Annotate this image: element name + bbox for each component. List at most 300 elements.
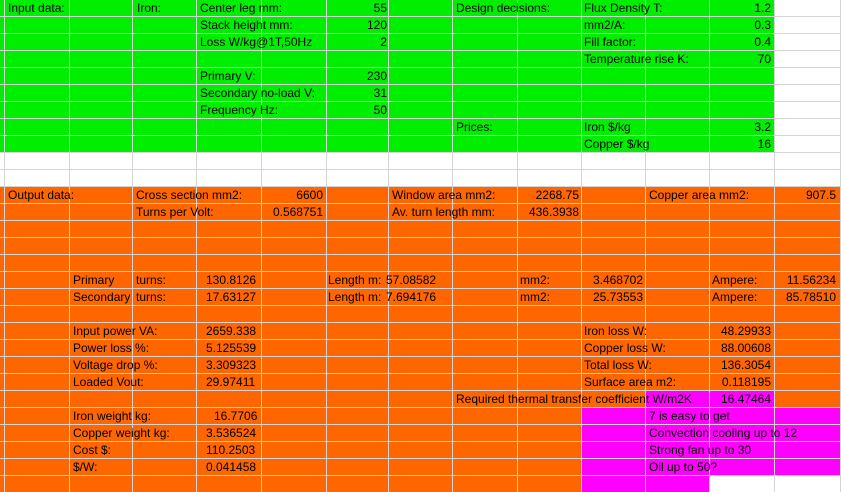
copper-area-value[interactable]: 907.5 <box>805 188 836 202</box>
output-block-cell[interactable] <box>262 221 327 238</box>
secondary-turns-label[interactable]: turns: <box>136 290 167 304</box>
output-block-cell[interactable] <box>70 306 133 323</box>
output-block-cell[interactable] <box>5 323 70 340</box>
output-block-cell[interactable] <box>518 459 582 476</box>
empty-cell[interactable] <box>327 170 389 187</box>
output-block-cell[interactable] <box>327 306 389 323</box>
output-block-cell[interactable] <box>518 340 582 357</box>
output-block-cell[interactable] <box>262 340 327 357</box>
empty-cell[interactable] <box>389 153 453 170</box>
input-block-cell[interactable] <box>70 34 133 51</box>
output-block-cell[interactable] <box>133 476 197 492</box>
note-fan[interactable]: Strong fan up to 30 <box>649 443 752 457</box>
input-block-cell[interactable] <box>70 68 133 85</box>
input-block-cell[interactable] <box>710 85 775 102</box>
output-block-cell[interactable] <box>710 306 775 323</box>
input-block-cell[interactable] <box>453 34 518 51</box>
fill-factor-label[interactable]: Fill factor: <box>584 35 637 49</box>
input-block-cell[interactable] <box>197 119 262 136</box>
iron-loss-label[interactable]: Iron loss W: <box>584 324 648 338</box>
output-block-cell[interactable] <box>5 408 70 425</box>
secondary-voltage-label[interactable]: Secondary no-load V: <box>200 86 315 100</box>
output-block-cell[interactable] <box>389 391 453 408</box>
output-block-cell[interactable] <box>262 425 327 442</box>
window-area-value[interactable]: 2268.75 <box>535 188 579 202</box>
input-block-cell[interactable] <box>518 85 582 102</box>
thermal-coefficient-value[interactable]: 16.47464 <box>720 392 771 406</box>
copper-area-label[interactable]: Copper area mm2: <box>649 188 750 202</box>
empty-cell[interactable] <box>646 170 710 187</box>
output-block-cell[interactable] <box>5 374 70 391</box>
output-block-cell[interactable] <box>262 272 327 289</box>
output-block-cell[interactable] <box>453 272 518 289</box>
output-block-cell[interactable] <box>133 238 197 255</box>
input-block-cell[interactable] <box>197 51 262 68</box>
input-block-cell[interactable] <box>70 119 133 136</box>
input-block-cell[interactable] <box>5 85 70 102</box>
input-block-cell[interactable] <box>646 85 710 102</box>
output-block-cell[interactable] <box>262 374 327 391</box>
output-block-cell[interactable] <box>453 476 518 492</box>
output-block-cell[interactable] <box>775 255 841 272</box>
empty-cell[interactable] <box>5 153 70 170</box>
output-block-cell[interactable] <box>453 357 518 374</box>
mm2-per-amp-label[interactable]: mm2/A: <box>584 18 626 32</box>
iron-price-value[interactable]: 3.2 <box>754 120 771 134</box>
input-block-cell[interactable] <box>5 136 70 153</box>
output-block-cell[interactable] <box>262 408 327 425</box>
empty-cell[interactable] <box>775 170 841 187</box>
output-block-cell[interactable] <box>262 323 327 340</box>
output-block-cell[interactable] <box>518 221 582 238</box>
iron-loss-spec-label[interactable]: Loss W/kg@1T,50Hz <box>200 35 313 49</box>
empty-cell[interactable] <box>775 0 841 17</box>
input-block-cell[interactable] <box>389 85 453 102</box>
copper-loss-label[interactable]: Copper loss W: <box>584 341 666 355</box>
empty-cell[interactable] <box>197 170 262 187</box>
output-block-cell[interactable] <box>518 442 582 459</box>
copper-price-label[interactable]: Copper $/kg <box>584 137 650 151</box>
output-block-cell[interactable] <box>70 187 133 204</box>
output-block-cell[interactable] <box>646 238 710 255</box>
secondary-mm2-value[interactable]: 25.73553 <box>592 290 643 304</box>
turns-per-volt-label[interactable]: Turns per Volt: <box>136 205 214 219</box>
input-block-cell[interactable] <box>70 102 133 119</box>
output-block-cell[interactable] <box>582 221 646 238</box>
input-block-cell[interactable] <box>582 85 646 102</box>
output-block-cell[interactable] <box>775 221 841 238</box>
input-block-cell[interactable] <box>70 17 133 34</box>
output-block-cell[interactable] <box>775 238 841 255</box>
input-block-cell[interactable] <box>133 17 197 34</box>
output-block-cell[interactable] <box>327 221 389 238</box>
empty-cell[interactable] <box>389 170 453 187</box>
empty-cell[interactable] <box>327 153 389 170</box>
output-block-cell[interactable] <box>327 391 389 408</box>
empty-cell[interactable] <box>710 153 775 170</box>
input-block-cell[interactable] <box>518 68 582 85</box>
flux-density-label[interactable]: Flux Density T: <box>584 1 663 15</box>
input-block-cell[interactable] <box>70 85 133 102</box>
surface-area-value[interactable]: 0.118195 <box>721 375 771 389</box>
secondary-ampere-label[interactable]: Ampere: <box>712 290 758 304</box>
input-block-cell[interactable] <box>389 51 453 68</box>
secondary-turns-value[interactable]: 17.63127 <box>206 290 257 304</box>
primary-voltage-label[interactable]: Primary V: <box>200 69 256 83</box>
voltage-drop-label[interactable]: Voltage drop %: <box>73 358 158 372</box>
input-block-cell[interactable] <box>646 102 710 119</box>
input-power-value[interactable]: 2659.338 <box>206 324 257 338</box>
input-block-cell[interactable] <box>262 51 327 68</box>
cost-label[interactable]: Cost $: <box>73 443 112 457</box>
input-block-cell[interactable] <box>133 85 197 102</box>
primary-length-value[interactable]: 57.08582 <box>386 273 437 287</box>
output-block-cell[interactable] <box>518 306 582 323</box>
copper-loss-value[interactable]: 88.00608 <box>720 341 771 355</box>
output-block-cell[interactable] <box>262 391 327 408</box>
output-block-cell[interactable] <box>453 425 518 442</box>
empty-cell[interactable] <box>775 136 841 153</box>
output-block-cell[interactable] <box>518 408 582 425</box>
empty-cell[interactable] <box>582 170 646 187</box>
output-block-cell[interactable] <box>453 323 518 340</box>
notes-block-cell[interactable] <box>582 442 646 459</box>
output-data-label[interactable]: Output data: <box>8 188 75 202</box>
output-block-cell[interactable] <box>453 255 518 272</box>
cost-value[interactable]: 110.2503 <box>206 443 256 457</box>
secondary-ampere-value[interactable]: 85.78510 <box>785 290 836 304</box>
input-block-cell[interactable] <box>453 68 518 85</box>
output-block-cell[interactable] <box>70 391 133 408</box>
output-block-cell[interactable] <box>389 442 453 459</box>
secondary-length-label[interactable]: Length m: <box>328 290 382 304</box>
notes-block-cell[interactable] <box>582 476 646 492</box>
input-block-cell[interactable] <box>262 136 327 153</box>
output-block-cell[interactable] <box>327 442 389 459</box>
output-block-cell[interactable] <box>327 323 389 340</box>
output-block-cell[interactable] <box>262 306 327 323</box>
output-block-cell[interactable] <box>710 204 775 221</box>
iron-weight-value[interactable]: 16.7706 <box>214 409 258 423</box>
input-block-cell[interactable] <box>133 136 197 153</box>
output-block-cell[interactable] <box>327 425 389 442</box>
primary-turns-value[interactable]: 130.8126 <box>206 273 257 287</box>
input-power-label[interactable]: Input power VA: <box>73 324 158 338</box>
output-block-cell[interactable] <box>5 221 70 238</box>
output-block-cell[interactable] <box>70 255 133 272</box>
input-block-cell[interactable] <box>389 102 453 119</box>
output-block-cell[interactable] <box>5 340 70 357</box>
output-block-cell[interactable] <box>453 442 518 459</box>
output-block-cell[interactable] <box>262 238 327 255</box>
empty-cell[interactable] <box>133 153 197 170</box>
output-block-cell[interactable] <box>327 459 389 476</box>
center-leg-label[interactable]: Center leg mm: <box>200 1 283 15</box>
loaded-vout-label[interactable]: Loaded Vout: <box>73 375 144 389</box>
empty-cell[interactable] <box>5 170 70 187</box>
notes-block-cell[interactable] <box>582 408 646 425</box>
output-block-cell[interactable] <box>5 272 70 289</box>
output-block-cell[interactable] <box>389 357 453 374</box>
iron-weight-label[interactable]: Iron weight kg: <box>73 409 152 423</box>
output-block-cell[interactable] <box>518 357 582 374</box>
avg-turn-length-label[interactable]: Av. turn length mm: <box>392 205 495 219</box>
output-block-cell[interactable] <box>133 391 197 408</box>
output-block-cell[interactable] <box>389 408 453 425</box>
empty-cell[interactable] <box>775 476 841 492</box>
input-block-cell[interactable] <box>389 136 453 153</box>
input-block-cell[interactable] <box>133 34 197 51</box>
input-block-cell[interactable] <box>5 68 70 85</box>
notes-block-cell[interactable] <box>582 425 646 442</box>
empty-cell[interactable] <box>197 153 262 170</box>
temperature-rise-label[interactable]: Temperature rise K: <box>584 52 689 66</box>
notes-block-cell[interactable] <box>710 459 775 476</box>
empty-cell[interactable] <box>453 153 518 170</box>
secondary-voltage-value[interactable]: 31 <box>373 86 387 100</box>
output-block-cell[interactable] <box>327 340 389 357</box>
notes-block-cell[interactable] <box>775 408 841 425</box>
input-block-cell[interactable] <box>453 85 518 102</box>
dollar-per-watt-value[interactable]: 0.041458 <box>206 460 257 474</box>
input-block-cell[interactable] <box>582 102 646 119</box>
output-block-cell[interactable] <box>262 476 327 492</box>
flux-density-value[interactable]: 1.2 <box>754 1 771 15</box>
input-block-cell[interactable] <box>327 51 389 68</box>
total-loss-label[interactable]: Total loss W: <box>584 358 652 372</box>
output-block-cell[interactable] <box>646 221 710 238</box>
output-block-cell[interactable] <box>5 425 70 442</box>
output-block-cell[interactable] <box>453 459 518 476</box>
design-decisions-label[interactable]: Design decisions: <box>456 1 551 15</box>
output-block-cell[interactable] <box>646 255 710 272</box>
secondary-mm2-label[interactable]: mm2: <box>520 290 550 304</box>
fill-factor-value[interactable]: 0.4 <box>754 35 771 49</box>
empty-cell[interactable] <box>262 170 327 187</box>
empty-cell[interactable] <box>775 102 841 119</box>
input-block-cell[interactable] <box>327 136 389 153</box>
primary-voltage-value[interactable]: 230 <box>366 69 387 83</box>
input-block-cell[interactable] <box>389 0 453 17</box>
input-block-cell[interactable] <box>518 102 582 119</box>
input-block-cell[interactable] <box>389 68 453 85</box>
output-block-cell[interactable] <box>646 306 710 323</box>
empty-cell[interactable] <box>775 34 841 51</box>
output-block-cell[interactable] <box>518 323 582 340</box>
output-block-cell[interactable] <box>262 255 327 272</box>
input-block-cell[interactable] <box>710 102 775 119</box>
input-data-label[interactable]: Input data: <box>8 1 65 15</box>
notes-block-cell[interactable] <box>775 459 841 476</box>
dollar-per-watt-label[interactable]: $/W: <box>73 460 98 474</box>
copper-weight-value[interactable]: 3.536524 <box>206 426 257 440</box>
primary-length-label[interactable]: Length m: <box>328 273 382 287</box>
output-block-cell[interactable] <box>775 323 841 340</box>
output-block-cell[interactable] <box>582 204 646 221</box>
output-block-cell[interactable] <box>133 221 197 238</box>
output-block-cell[interactable] <box>327 255 389 272</box>
empty-cell[interactable] <box>518 153 582 170</box>
prices-label[interactable]: Prices: <box>456 120 493 134</box>
input-block-cell[interactable] <box>5 34 70 51</box>
output-block-cell[interactable] <box>389 323 453 340</box>
empty-cell[interactable] <box>70 170 133 187</box>
empty-cell[interactable] <box>775 17 841 34</box>
mm2-per-amp-value[interactable]: 0.3 <box>754 18 771 32</box>
output-block-cell[interactable] <box>775 306 841 323</box>
notes-block-cell[interactable] <box>646 476 710 492</box>
output-block-cell[interactable] <box>5 391 70 408</box>
empty-cell[interactable] <box>710 170 775 187</box>
iron-price-label[interactable]: Iron $/kg <box>584 120 631 134</box>
output-block-cell[interactable] <box>453 408 518 425</box>
input-block-cell[interactable] <box>518 51 582 68</box>
output-block-cell[interactable] <box>5 306 70 323</box>
output-block-cell[interactable] <box>453 340 518 357</box>
output-block-cell[interactable] <box>5 289 70 306</box>
note-convection[interactable]: Convection cooling up to 12 <box>649 426 798 440</box>
empty-cell[interactable] <box>518 170 582 187</box>
output-block-cell[interactable] <box>5 442 70 459</box>
empty-cell[interactable] <box>775 85 841 102</box>
output-block-cell[interactable] <box>133 255 197 272</box>
input-block-cell[interactable] <box>5 17 70 34</box>
output-block-cell[interactable] <box>133 459 197 476</box>
input-block-cell[interactable] <box>646 68 710 85</box>
total-loss-value[interactable]: 136.3054 <box>720 358 771 372</box>
power-loss-value[interactable]: 5.125539 <box>206 341 257 355</box>
secondary-length-value[interactable]: 7.694176 <box>386 290 437 304</box>
output-block-cell[interactable] <box>389 476 453 492</box>
iron-loss-value[interactable]: 48.29933 <box>720 324 771 338</box>
output-block-cell[interactable] <box>453 238 518 255</box>
output-block-cell[interactable] <box>453 306 518 323</box>
input-block-cell[interactable] <box>5 51 70 68</box>
input-block-cell[interactable] <box>710 68 775 85</box>
output-block-cell[interactable] <box>775 357 841 374</box>
input-block-cell[interactable] <box>327 119 389 136</box>
output-block-cell[interactable] <box>582 306 646 323</box>
output-block-cell[interactable] <box>518 374 582 391</box>
avg-turn-length-value[interactable]: 436.3938 <box>528 205 579 219</box>
output-block-cell[interactable] <box>5 238 70 255</box>
output-block-cell[interactable] <box>775 374 841 391</box>
turns-per-volt-value[interactable]: 0.568751 <box>272 205 323 219</box>
secondary-label[interactable]: Secondary <box>73 290 131 304</box>
output-block-cell[interactable] <box>70 238 133 255</box>
output-block-cell[interactable] <box>327 204 389 221</box>
input-block-cell[interactable] <box>518 17 582 34</box>
input-block-cell[interactable] <box>133 68 197 85</box>
input-block-cell[interactable] <box>453 17 518 34</box>
empty-cell[interactable] <box>775 68 841 85</box>
temperature-rise-value[interactable]: 70 <box>757 52 771 66</box>
primary-ampere-value[interactable]: 11.56234 <box>786 273 836 287</box>
output-block-cell[interactable] <box>582 255 646 272</box>
loaded-vout-value[interactable]: 29.97411 <box>206 375 256 389</box>
output-block-cell[interactable] <box>5 204 70 221</box>
note-easy[interactable]: 7 is easy to get <box>649 409 730 423</box>
input-block-cell[interactable] <box>262 119 327 136</box>
output-block-cell[interactable] <box>262 357 327 374</box>
output-block-cell[interactable] <box>197 238 262 255</box>
input-block-cell[interactable] <box>197 136 262 153</box>
output-block-cell[interactable] <box>262 459 327 476</box>
output-block-cell[interactable] <box>133 306 197 323</box>
notes-block-cell[interactable] <box>775 442 841 459</box>
input-block-cell[interactable] <box>133 51 197 68</box>
input-block-cell[interactable] <box>582 68 646 85</box>
output-block-cell[interactable] <box>775 204 841 221</box>
empty-cell[interactable] <box>775 51 841 68</box>
output-block-cell[interactable] <box>389 306 453 323</box>
output-block-cell[interactable] <box>327 374 389 391</box>
empty-cell[interactable] <box>775 153 841 170</box>
iron-loss-spec-value[interactable]: 2 <box>380 35 387 49</box>
output-block-cell[interactable] <box>710 238 775 255</box>
input-block-cell[interactable] <box>518 34 582 51</box>
output-block-cell[interactable] <box>389 340 453 357</box>
empty-cell[interactable] <box>710 476 775 492</box>
input-block-cell[interactable] <box>453 102 518 119</box>
output-block-cell[interactable] <box>646 289 710 306</box>
surface-area-label[interactable]: Surface area m2: <box>584 375 677 389</box>
output-block-cell[interactable] <box>582 238 646 255</box>
cross-section-value[interactable]: 6600 <box>296 188 323 202</box>
input-block-cell[interactable] <box>389 119 453 136</box>
output-block-cell[interactable] <box>518 238 582 255</box>
output-block-cell[interactable] <box>775 340 841 357</box>
output-block-cell[interactable] <box>646 204 710 221</box>
input-block-cell[interactable] <box>5 119 70 136</box>
cross-section-label[interactable]: Cross section mm2: <box>136 188 243 202</box>
output-block-cell[interactable] <box>775 391 841 408</box>
output-block-cell[interactable] <box>327 238 389 255</box>
primary-label[interactable]: Primary <box>73 273 115 287</box>
primary-mm2-label[interactable]: mm2: <box>520 273 550 287</box>
input-block-cell[interactable] <box>453 136 518 153</box>
empty-cell[interactable] <box>582 153 646 170</box>
output-block-cell[interactable] <box>5 255 70 272</box>
copper-weight-label[interactable]: Copper weight kg: <box>73 426 170 440</box>
output-block-cell[interactable] <box>262 289 327 306</box>
output-block-cell[interactable] <box>389 255 453 272</box>
input-block-cell[interactable] <box>133 119 197 136</box>
output-block-cell[interactable] <box>327 476 389 492</box>
output-block-cell[interactable] <box>5 459 70 476</box>
empty-cell[interactable] <box>133 170 197 187</box>
primary-mm2-value[interactable]: 3.468702 <box>592 273 643 287</box>
output-block-cell[interactable] <box>70 221 133 238</box>
empty-cell[interactable] <box>646 153 710 170</box>
output-block-cell[interactable] <box>327 187 389 204</box>
empty-cell[interactable] <box>453 170 518 187</box>
input-block-cell[interactable] <box>70 136 133 153</box>
output-block-cell[interactable] <box>646 272 710 289</box>
output-block-cell[interactable] <box>453 289 518 306</box>
output-block-cell[interactable] <box>262 442 327 459</box>
window-area-label[interactable]: Window area mm2: <box>392 188 496 202</box>
output-block-cell[interactable] <box>197 221 262 238</box>
output-block-cell[interactable] <box>327 408 389 425</box>
output-block-cell[interactable] <box>389 459 453 476</box>
input-block-cell[interactable] <box>518 119 582 136</box>
input-block-cell[interactable] <box>133 102 197 119</box>
output-block-cell[interactable] <box>710 255 775 272</box>
output-block-cell[interactable] <box>389 238 453 255</box>
output-block-cell[interactable] <box>5 357 70 374</box>
frequency-label[interactable]: Frequency Hz: <box>200 103 279 117</box>
